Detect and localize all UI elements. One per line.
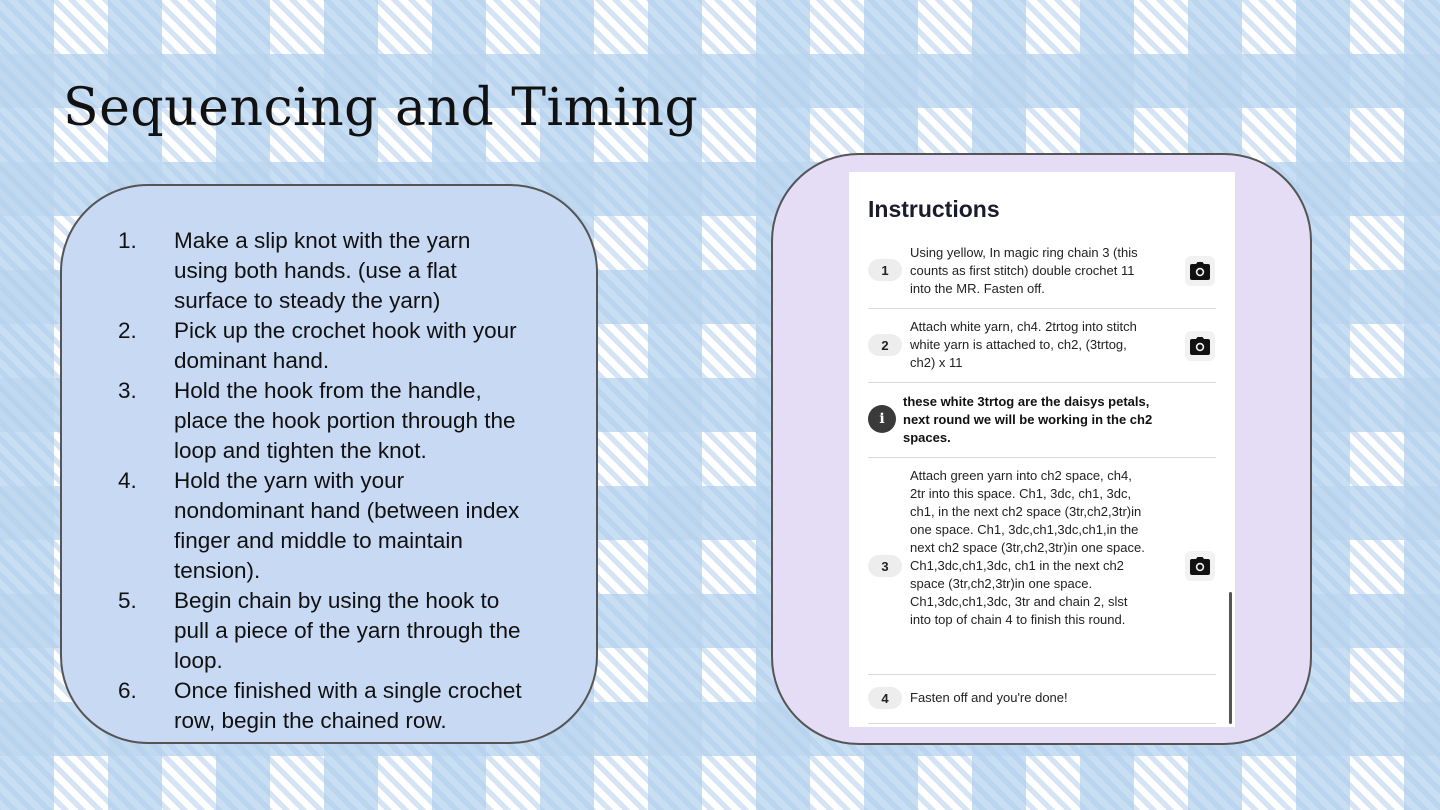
step-text: Begin chain by using the hook to pull a piece of the yarn through the loop.: [174, 588, 521, 673]
step-item: [118, 376, 528, 466]
step-number: 2.: [118, 318, 137, 343]
row-number-badge: 3: [868, 555, 902, 577]
camera-icon[interactable]: [1185, 256, 1215, 286]
instruction-row: [868, 309, 1216, 383]
step-item: [118, 586, 528, 676]
instruction-row: [868, 675, 1216, 724]
row-number-badge: 2: [868, 334, 902, 356]
row-text: Attach white yarn, ch4. 2trtog into stitch white yarn is attached to, ch2, (3trtog, ch2) x 11: [910, 319, 1137, 370]
instructions-screenshot: [849, 172, 1235, 727]
slide-title: Sequencing and Timing: [63, 78, 699, 138]
instruction-row: [868, 458, 1216, 675]
camera-icon[interactable]: [1185, 551, 1215, 581]
step-text: Once finished with a single crochet row, begin the chained row.: [174, 678, 522, 733]
note-text: these white 3trtog are the daisys petals, next round we will be working in the ch2 spaces.: [903, 394, 1153, 445]
row-text: Fasten off and you're done!: [910, 690, 1068, 705]
steps-list: [118, 226, 528, 736]
step-text: Pick up the crochet hook with your dominant hand.: [174, 318, 517, 373]
camera-icon[interactable]: [1185, 331, 1215, 361]
steps-card: [60, 184, 598, 744]
row-text: Attach green yarn into ch2 space, ch4, 2tr into this space. Ch1, 3dc, ch1, 3dc, ch1, in the next ch2 space (3tr,ch2,3tr)in one space. Ch1, 3dc,ch1,3dc,ch1,in the next ch2 space (3tr,ch2,3tr)in one space. Ch1,3dc,ch1,3dc, ch1 in the next ch2 space (3tr,ch2,3tr)in one space. Ch1,3dc,ch1,3dc, 3tr and chain 2, slst into top of chain 4 to finish this round.: [910, 468, 1145, 627]
step-item: [118, 226, 528, 316]
instruction-note: [868, 383, 1216, 458]
row-number-badge: 1: [868, 259, 902, 281]
scrollbar[interactable]: [1229, 592, 1232, 724]
step-number: 1.: [118, 228, 137, 253]
step-number: 3.: [118, 378, 137, 403]
step-number: 4.: [118, 468, 137, 493]
row-text: Using yellow, In magic ring chain 3 (this counts as first stitch) double crochet 11 into the MR. Fasten off.: [910, 245, 1138, 296]
step-item: [118, 316, 528, 376]
instructions-title: Instructions: [868, 196, 1000, 222]
step-item: [118, 466, 528, 586]
step-item: [118, 676, 528, 736]
row-number-badge: 4: [868, 687, 902, 709]
info-icon: i: [868, 405, 896, 433]
instruction-row: [868, 242, 1216, 309]
step-text: Make a slip knot with the yarn using both hands. (use a flat surface to steady the yarn): [174, 228, 471, 313]
step-number: 6.: [118, 678, 137, 703]
step-text: Hold the yarn with your nondominant hand (between index finger and middle to maintain tension).: [174, 468, 520, 583]
step-number: 5.: [118, 588, 137, 613]
step-text: Hold the hook from the handle, place the hook portion through the loop and tighten the knot.: [174, 378, 516, 463]
